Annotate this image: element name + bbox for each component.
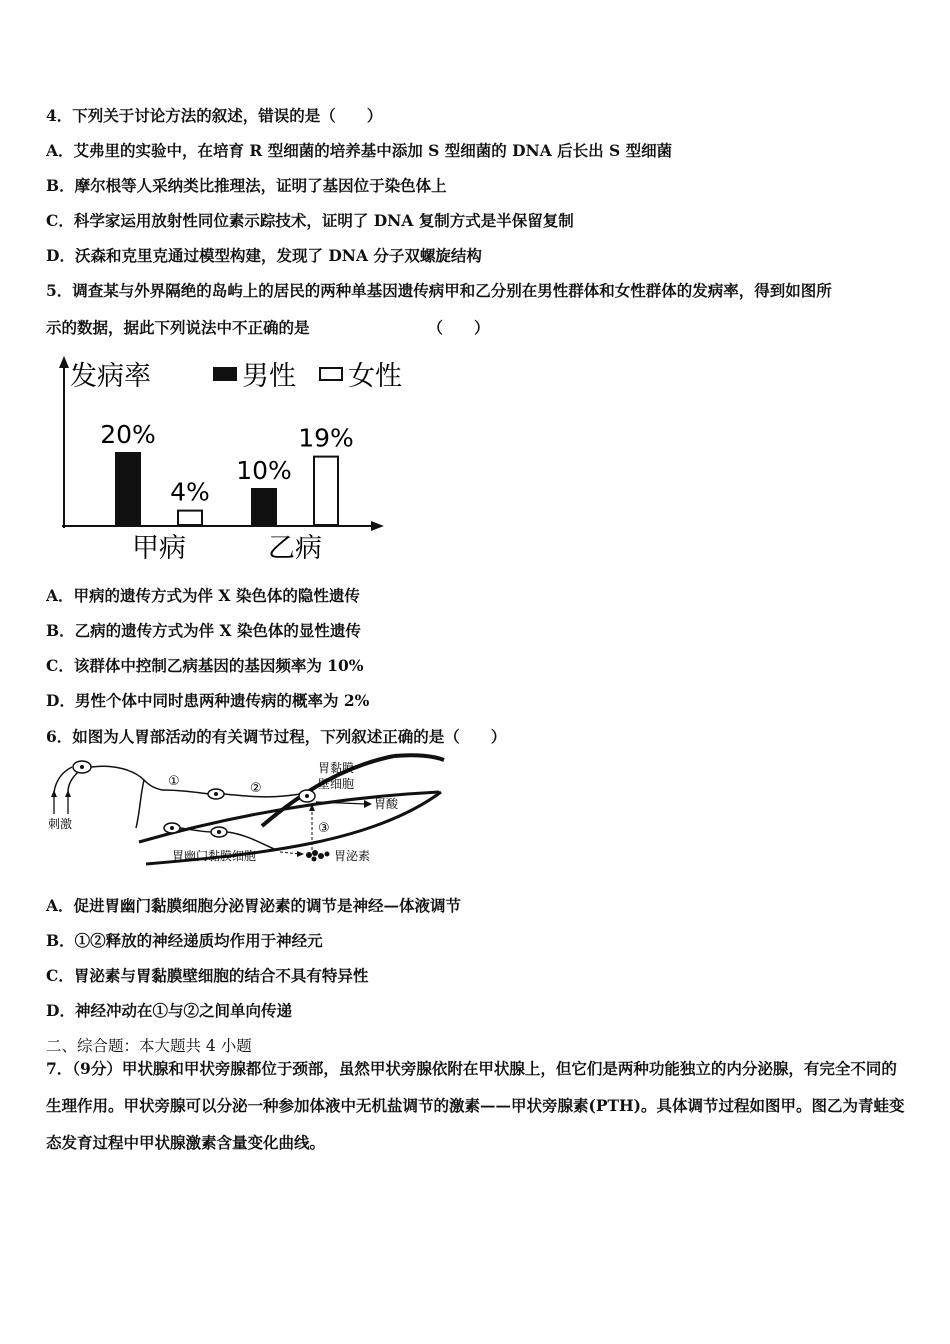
stomach-regulation-diagram xyxy=(44,752,454,870)
efferent-axon-1 xyxy=(224,794,302,797)
mark-3: ③ xyxy=(318,821,330,836)
branch-axon xyxy=(136,780,144,828)
q6-option-c: C．胃泌素与胃黏膜壁细胞的结合不具有特异性 xyxy=(46,966,369,985)
incidence-bar-chart xyxy=(52,352,402,567)
q6-option-b: B．①②释放的神经递质均作用于神经元 xyxy=(46,931,323,950)
legend-label: 女性 xyxy=(348,361,402,392)
q5-answer-paren: （ ） xyxy=(427,318,490,337)
mark-2: ② xyxy=(250,781,262,796)
bar-yi-male xyxy=(252,489,276,525)
q4-option-c: C．科学家运用放射性同位素示踪技术，证明了 DNA 复制方式是半保留复制 xyxy=(46,211,574,230)
bar-value-label: 20% xyxy=(100,420,156,449)
q5-stem-text: 示的数据，据此下列说法中不正确的是 xyxy=(46,318,310,337)
acid-arrowhead-icon xyxy=(364,800,372,808)
q5-option-b: B．乙病的遗传方式为伴 X 染色体的显性遗传 xyxy=(46,621,361,640)
sensory-dendrite-2 xyxy=(68,772,78,792)
gastrin-granules-icon xyxy=(306,850,330,862)
q4-option-d: D．沃森和克里克通过模型构建，发现了 DNA 分子双螺旋结构 xyxy=(46,246,482,265)
sensory-axon xyxy=(91,766,162,790)
interneuron-nucleus-2 xyxy=(170,826,174,830)
interneuron-axon xyxy=(162,790,209,794)
bar-value-label: 4% xyxy=(170,477,210,507)
legend-label: 男性 xyxy=(242,361,296,392)
section2-heading: 二、综合题：本大题共 4 小题 xyxy=(46,1037,252,1055)
legend-swatch xyxy=(214,368,236,380)
bar-jia-female xyxy=(178,511,202,525)
sensory-neuron-nucleus xyxy=(80,765,84,769)
mark-1: ① xyxy=(168,774,180,789)
q5-stem-line2 xyxy=(46,316,490,338)
bar-yi-female xyxy=(314,457,338,525)
efferent-axon-3 xyxy=(227,832,276,850)
bar-value-label: 10% xyxy=(236,456,292,485)
parietal-label-line2: 壁细胞 xyxy=(318,777,355,791)
q4-stem: 4．下列关于讨论方法的叙述，错误的是（ ） xyxy=(46,106,383,125)
y-axis-label: 发病率 xyxy=(70,361,151,392)
bar-jia-male xyxy=(116,453,140,525)
q6-option-a: A．促进胃幽门黏膜细胞分泌胃泌素的调节是神经—体液调节 xyxy=(46,896,462,915)
q4-option-a: A．艾弗里的实验中，在培育 R 型细菌的培养基中添加 S 型细菌的 DNA 后长出 S 型细菌 xyxy=(46,141,673,160)
chart-categories xyxy=(132,533,322,564)
pyloric-cell-label: 胃幽门黏膜细胞 xyxy=(172,849,257,863)
q5-option-c: C．该群体中控制乙病基因的基因频率为 10% xyxy=(46,656,364,675)
parietal-cell-nucleus xyxy=(305,794,309,798)
sensory-dendrite xyxy=(54,767,72,792)
pyloric-neuron-nucleus xyxy=(217,830,221,834)
acid-label: 胃酸 xyxy=(374,797,399,811)
parietal-label-line1: 胃黏膜 xyxy=(318,761,355,775)
legend-swatch xyxy=(320,368,342,380)
chart-bars xyxy=(100,420,354,525)
interneuron-nucleus-1 xyxy=(214,792,218,796)
stimulus-arrowhead-left-icon xyxy=(51,790,57,797)
stimulus-label: 刺激 xyxy=(48,817,73,831)
gastrin-label: 胃泌素 xyxy=(334,849,371,863)
category-label: 乙病 xyxy=(268,533,322,564)
q5-option-a: A．甲病的遗传方式为伴 X 染色体的隐性遗传 xyxy=(46,586,360,605)
category-label: 甲病 xyxy=(132,533,186,564)
q5-stem-line1: 5．调查某与外界隔绝的岛屿上的居民的两种单基因遗传病甲和乙分别在男性群体和女性群体的发病率，得到如图所 xyxy=(46,281,832,300)
stimulus-arrowhead-right-icon xyxy=(65,790,71,797)
q5-option-d: D．男性个体中同时患两种遗传病的概率为 2% xyxy=(46,691,370,710)
y-axis-arrow-icon xyxy=(59,356,69,368)
stomach-wall-upper-tail xyxy=(394,755,444,760)
q6-stem: 6．如图为人胃部活动的有关调节过程，下列叙述正确的是（ ） xyxy=(46,727,507,746)
chart-legend xyxy=(214,361,402,392)
q6-option-d: D．神经冲动在①与②之间单向传递 xyxy=(46,1001,292,1020)
q7-text: 7．（9分）甲状腺和甲状旁腺都位于颈部，虽然甲状旁腺依附在甲状腺上，但它们是两种功能独立的内分泌腺，有完全不同的生理作用。甲状旁腺可以分泌一种参加体液中无机盐调节的激素——甲状旁腺素(PTH)。具体调节过程如图甲。图乙为青蛙变态发育过程中甲状腺激素含量变化曲线。 xyxy=(46,1059,905,1152)
secretion-arrowhead-icon xyxy=(297,851,304,857)
bar-value-label: 19% xyxy=(298,423,354,453)
q4-option-b: B．摩尔根等人采纳类比推理法，证明了基因位于染色体上 xyxy=(46,176,447,195)
x-axis-arrow-icon xyxy=(371,521,384,531)
